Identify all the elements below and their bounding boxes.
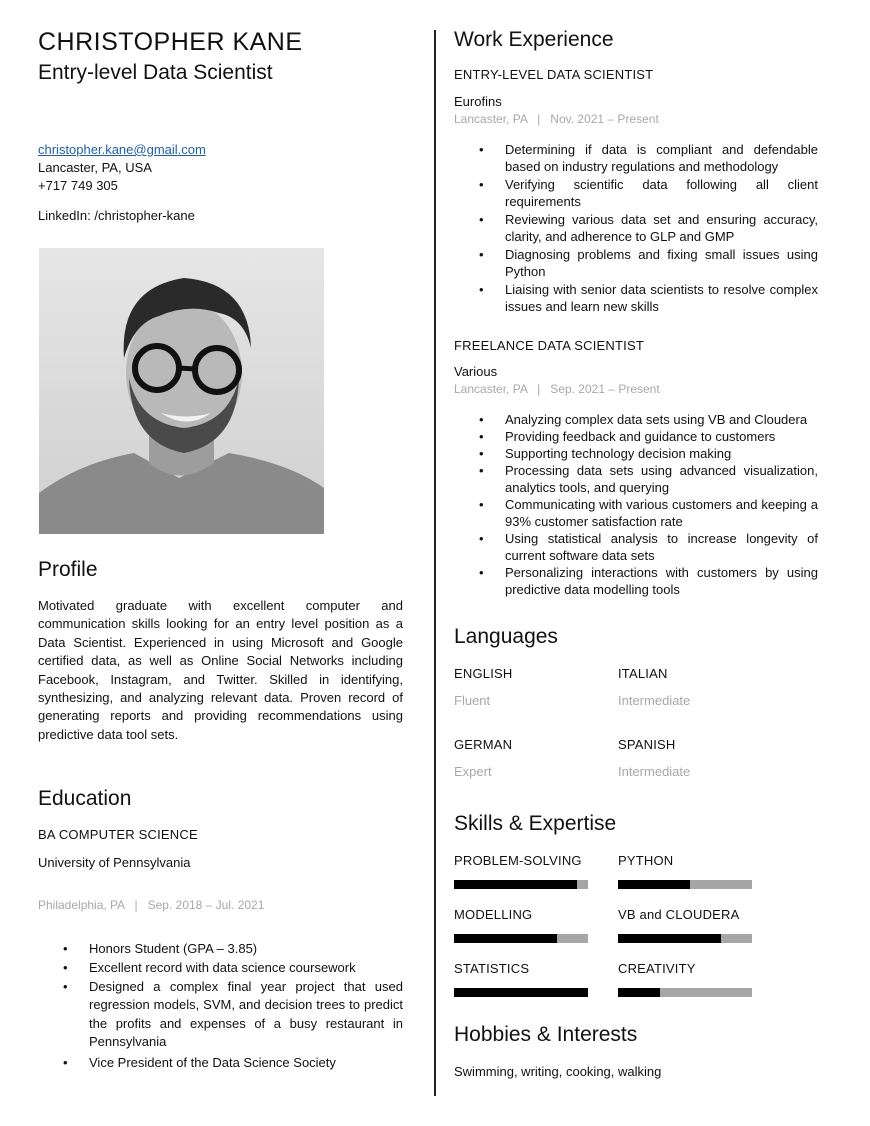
skill-bar [618, 934, 752, 943]
list-item: • Designed a complex final year project that used regression models, SVM, and decision trees to predict the profits and expenses of a busy restaurant in Pennsylvania [89, 978, 403, 1052]
skill-name: VB and CLOUDERA [618, 907, 740, 922]
skill-name: CREATIVITY [618, 961, 696, 976]
profile-text: Motivated graduate with excellent computer and communication skills looking for an entry level position as a Data Scientist. Experienced in using Microsoft and Google certified data, as well as Online Social Networks including Facebook, Instagram, and Twitter. Skilled in identifying, synthesizing, and analyzing relevant data. Proven record of generating reports and providing recommendations using predictive data tool sets. [38, 598, 403, 742]
skills-heading: Skills & Expertise [454, 812, 617, 835]
job-title: ENTRY-LEVEL DATA SCIENTIST [454, 67, 654, 82]
language-level: Fluent [454, 693, 491, 708]
candidate-title: Entry-level Data Scientist [38, 61, 273, 84]
skill-bar [454, 880, 588, 889]
list-item: • Vice President of the Data Science Society [89, 1054, 403, 1071]
languages-heading: Languages [454, 625, 558, 648]
email-link[interactable]: christopher.kane@gmail.com [38, 142, 206, 157]
skill-bar-fill [454, 988, 588, 997]
job-bullets [505, 141, 818, 315]
profile-photo [39, 248, 324, 534]
language-name: ITALIAN [618, 666, 668, 681]
language-name: SPANISH [618, 737, 676, 752]
job-meta: Lancaster, PA | Sep. 2021 – Present [454, 382, 660, 396]
job-title: FREELANCE DATA SCIENTIST [454, 338, 644, 353]
skill-bar-fill [618, 988, 660, 997]
education-school: University of Pennsylvania [38, 855, 191, 870]
list-item: • Using statistical analysis to increase longevity of current software data sets [505, 530, 818, 564]
education-degree: BA COMPUTER SCIENCE [38, 827, 198, 842]
skill-bar-fill [454, 880, 577, 889]
skill-bar-fill [454, 934, 557, 943]
list-item: • Determining if data is compliant and defendable based on industry regulations and methodology [505, 141, 818, 175]
list-item: • Supporting technology decision making [505, 445, 818, 462]
list-item: • Communicating with various customers and keeping a 93% customer satisfaction rate [505, 496, 818, 530]
list-item: • Excellent record with data science coursework [89, 959, 403, 976]
list-item: • Analyzing complex data sets using VB and Cloudera [505, 411, 818, 428]
skill-name: PROBLEM-SOLVING [454, 853, 582, 868]
list-item: • Reviewing various data set and ensuring accuracy, clarity, and adherence to GLP and GMP [505, 211, 818, 245]
education-bullets [89, 940, 403, 1071]
contact-linkedin: LinkedIn: /christopher-kane [38, 208, 195, 223]
language-level: Expert [454, 764, 492, 779]
list-item: • Personalizing interactions with customers by using predictive data modelling tools [505, 564, 818, 598]
hobbies-heading: Hobbies & Interests [454, 1023, 638, 1046]
education-meta: Philadelphia, PA | Sep. 2018 – Jul. 2021 [38, 898, 265, 912]
list-item: • Liaising with senior data scientists to resolve complex issues and learn new skills [505, 281, 818, 315]
job-company: Various [454, 364, 498, 379]
hobbies-text: Swimming, writing, cooking, walking [454, 1064, 662, 1079]
language-name: GERMAN [454, 737, 513, 752]
list-item: • Verifying scientific data following all client requirements [505, 176, 818, 210]
language-level: Intermediate [618, 764, 691, 779]
contact-location: Lancaster, PA, USA [38, 160, 152, 175]
portrait-photo-icon [39, 248, 324, 534]
skill-bar [454, 988, 588, 997]
list-item: • Honors Student (GPA – 3.85) [89, 940, 403, 957]
skill-bar [618, 988, 752, 997]
skill-bar-fill [618, 934, 721, 943]
language-level: Intermediate [618, 693, 691, 708]
list-item: • Providing feedback and guidance to customers [505, 428, 818, 445]
job-company: Eurofins [454, 94, 502, 109]
contact-phone: +717 749 305 [38, 178, 118, 193]
profile-heading: Profile [38, 558, 98, 581]
job-bullets [505, 411, 818, 598]
list-item: • Diagnosing problems and fixing small issues using Python [505, 246, 818, 280]
skill-name: PYTHON [618, 853, 674, 868]
column-divider [434, 30, 436, 1096]
experience-heading: Work Experience [454, 28, 614, 51]
skill-bar-fill [618, 880, 690, 889]
skill-name: MODELLING [454, 907, 533, 922]
education-heading: Education [38, 787, 132, 810]
skill-bar [618, 880, 752, 889]
list-item: • Processing data sets using advanced visualization, analytics tools, and querying [505, 462, 818, 496]
skill-bar [454, 934, 588, 943]
candidate-name: CHRISTOPHER KANE [38, 28, 303, 56]
job-meta: Lancaster, PA | Nov. 2021 – Present [454, 112, 659, 126]
language-name: ENGLISH [454, 666, 513, 681]
skill-name: STATISTICS [454, 961, 530, 976]
